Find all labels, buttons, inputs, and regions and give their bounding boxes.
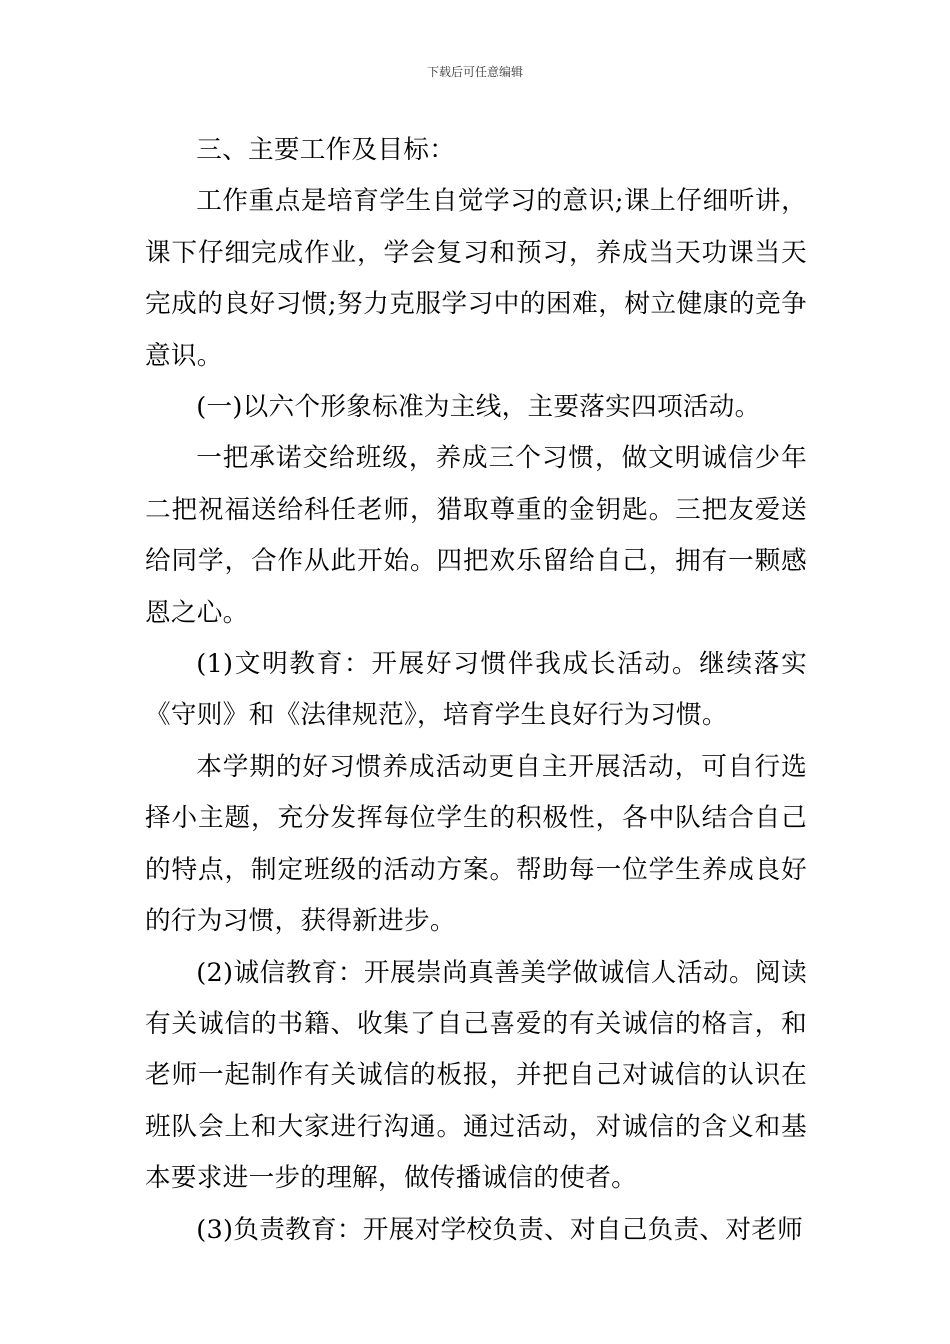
paragraph-responsibility-education: (3)负责教育：开展对学校负责、对自己负责、对老师 — [196, 1214, 804, 1245]
paragraph-work-focus: 工作重点是培育学生自觉学习的意识;课上仔细听讲，课下仔细完成作业，学会复习和预习，养成当天功课当天完成的良好习惯;努力克服学习中的困难，树立健康的竞争意识。 — [145, 186, 807, 371]
document-body — [145, 125, 807, 1256]
paragraph-civility-education: (1)文明教育：开展好习惯伴我成长活动。继续落实《守则》和《法律规范》，培育学生良好行为习惯。 — [145, 649, 807, 731]
page-header-note: 下载后可任意编辑 — [426, 65, 523, 79]
paragraph-integrity-education: (2)诚信教育：开展崇尚真善美学做诚信人活动。阅读有关诚信的书籍、收集了自己喜爱的有关诚信的格言，和老师一起制作有关诚信的板报，并把自己对诚信的认识在班队会上和大家进行沟通。通过活动，对诚信的含义和基本要求进一步的理解，做传播诚信的使者。 — [145, 957, 807, 1194]
section-heading: 三、主要工作及目标： — [196, 135, 456, 165]
paragraph-four-activities: 一把承诺交给班级，养成三个习惯，做文明诚信少年二把祝福送给科任老师，猎取尊重的金钥匙。三把友爱送给同学，合作从此开始。四把欢乐留给自己，拥有一颗感恩之心。 — [145, 443, 807, 628]
paragraph-habit-activities: 本学期的好习惯养成活动更自主开展活动，可自行选择小主题，充分发挥每位学生的积极性，各中队结合自己的特点，制定班级的活动方案。帮助每一位学生养成良好的行为习惯，获得新进步。 — [145, 751, 807, 937]
paragraph-subheading-one: (一)以六个形象标准为主线，主要落实四项活动。 — [196, 392, 761, 423]
